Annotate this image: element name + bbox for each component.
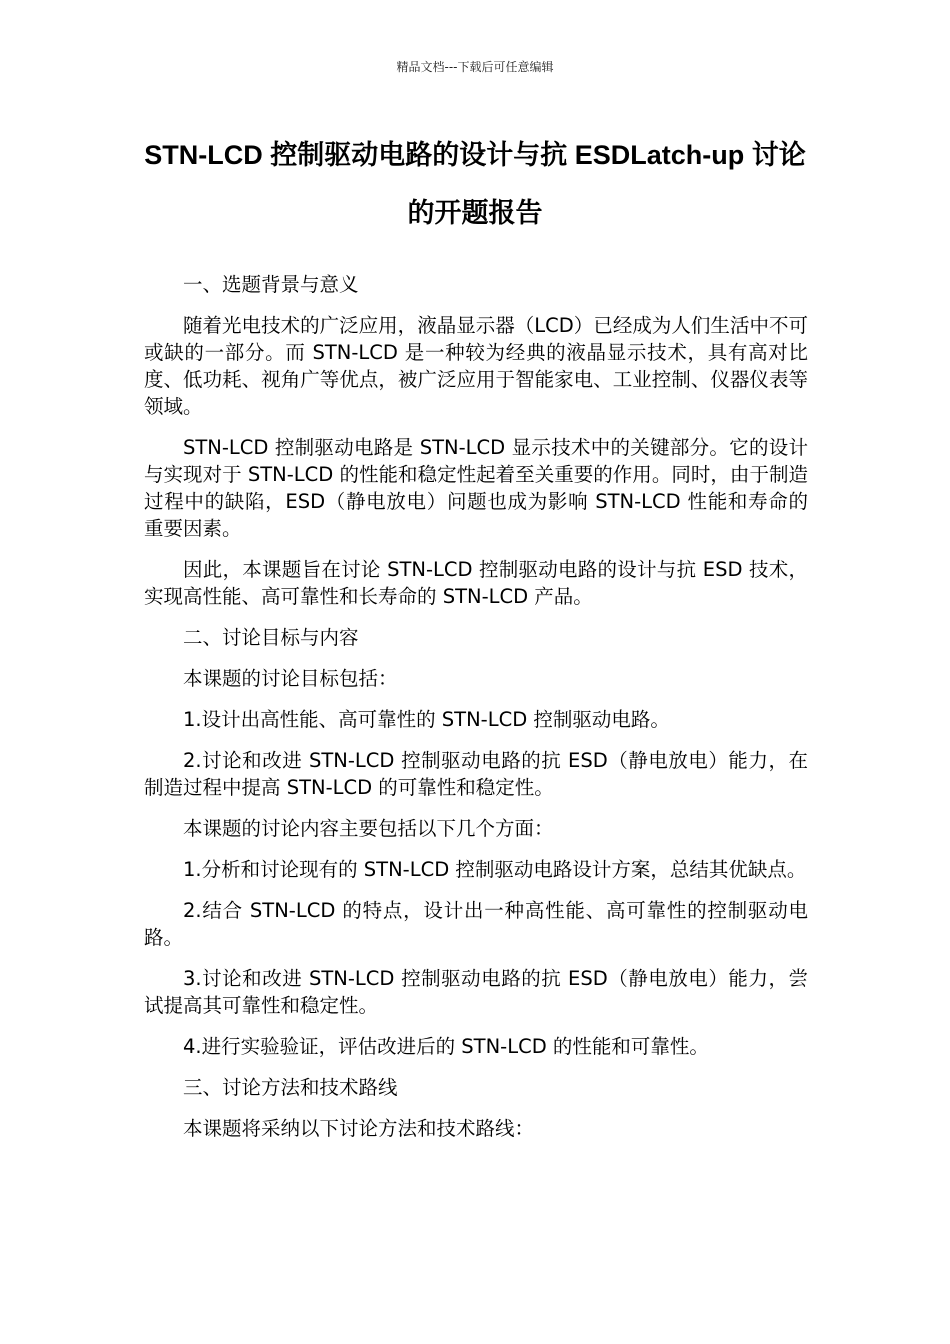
content-item-1: 1.分析和讨论现有的 STN-LCD 控制驱动电路设计方案，总结其优缺点。 — [183, 858, 807, 881]
content-item-4: 4.进行实验验证，评估改进后的 STN-LCD 的性能和可靠性。 — [183, 1035, 709, 1058]
section-heading-methods: 三、讨论方法和技术路线 — [183, 1076, 398, 1099]
paragraph-goals-intro: 本课题的讨论目标包括： — [183, 667, 398, 690]
goal-item-2: 2.讨论和改进 STN-LCD 控制驱动电路的抗 ESD（静电放电）能力，在制造过程中提高 STN-LCD 的可靠性和稳定性。 — [144, 749, 808, 799]
paragraph-background-1: 随着光电技术的广泛应用，液晶显示器（LCD）已经成为人们生活中不可或缺的一部分。而 STN-LCD 是一种较为经典的液晶显示技术，具有高对比度、低功耗、视角广等优点，被广泛应用于智能家电、工业控制、仪器仪表等领域。 — [144, 314, 808, 418]
paragraph-content-intro: 本课题的讨论内容主要包括以下几个方面： — [183, 817, 554, 840]
content-item-2: 2.结合 STN-LCD 的特点，设计出一种高性能、高可靠性的控制驱动电路。 — [144, 899, 808, 949]
document-title: STN-LCD 控制驱动电路的设计与抗 ESDLatch-up 讨论的开题报告 — [144, 140, 806, 228]
paragraph-methods-intro: 本课题将采纳以下讨论方法和技术路线： — [183, 1117, 535, 1140]
paragraph-background-2: STN-LCD 控制驱动电路是 STN-LCD 显示技术中的关键部分。它的设计与实现对于 STN-LCD 的性能和稳定性起着至关重要的作用。同时，由于制造过程中的缺陷，ESD（静电放电）问题也成为影响 STN-LCD 性能和寿命的重要因素。 — [144, 436, 808, 540]
section-heading-goals: 二、讨论目标与内容 — [183, 626, 359, 649]
section-heading-background: 一、选题背景与意义 — [183, 273, 359, 296]
paragraph-background-3: 因此，本课题旨在讨论 STN-LCD 控制驱动电路的设计与抗 ESD 技术，实现高性能、高可靠性和长寿命的 STN-LCD 产品。 — [144, 558, 808, 608]
content-item-3: 3.讨论和改进 STN-LCD 控制驱动电路的抗 ESD（静电放电）能力，尝试提高其可靠性和稳定性。 — [144, 967, 808, 1017]
goal-item-1: 1.设计出高性能、高可靠性的 STN-LCD 控制驱动电路。 — [183, 708, 670, 731]
page-header-note: 精品文档---下载后可任意编辑 — [396, 60, 554, 74]
document-body — [144, 271, 808, 1156]
